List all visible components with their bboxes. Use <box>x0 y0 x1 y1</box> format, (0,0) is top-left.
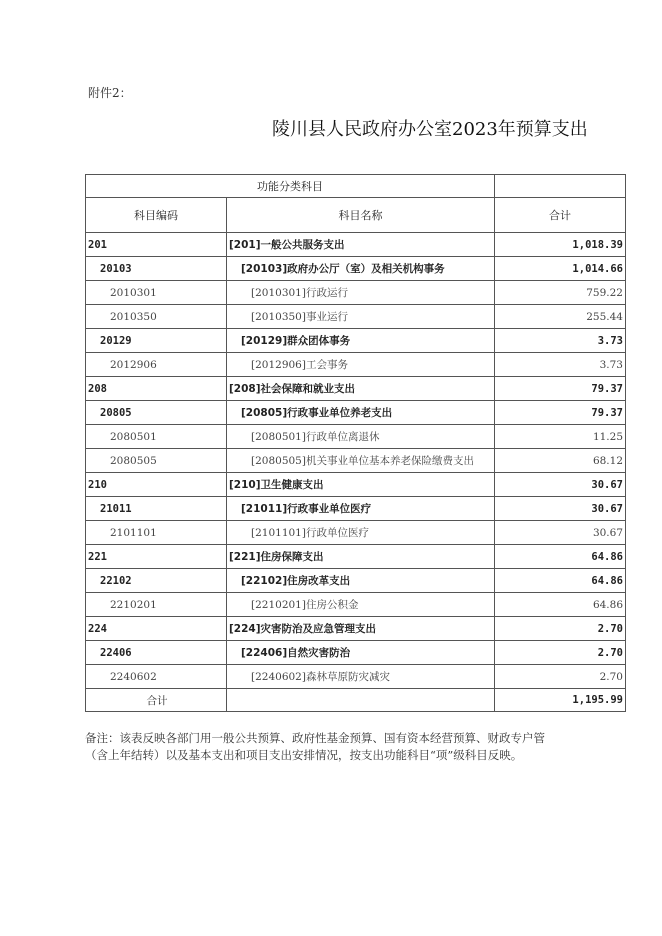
row-total: 1,018.39 <box>495 233 626 257</box>
row-code: 224 <box>86 617 227 641</box>
row-code: 2080505 <box>86 449 227 473</box>
group-header-cell: 功能分类科目 <box>86 175 495 198</box>
row-name: [221]住房保障支出 <box>227 545 495 569</box>
total-blank <box>227 689 495 712</box>
row-name: [20805]行政事业单位养老支出 <box>227 401 495 425</box>
row-code: 2080501 <box>86 425 227 449</box>
row-code: 21011 <box>86 497 227 521</box>
column-header-code: 科目编码 <box>86 198 227 233</box>
footnote <box>85 730 585 764</box>
table-row <box>86 497 626 521</box>
footnote-line-2: （含上年结转）以及基本支出和项目支出安排情况，按支出功能科目“项”级科目反映。 <box>85 748 523 762</box>
table-row <box>86 617 626 641</box>
row-name: [210]卫生健康支出 <box>227 473 495 497</box>
row-code: 2010350 <box>86 305 227 329</box>
row-name: [20103]政府办公厅（室）及相关机构事务 <box>227 257 495 281</box>
row-code: 2012906 <box>86 353 227 377</box>
row-total: 30.67 <box>495 473 626 497</box>
column-header-name: 科目名称 <box>227 198 495 233</box>
column-header-row <box>86 198 626 233</box>
column-header-total: 合计 <box>495 198 626 233</box>
table-row <box>86 377 626 401</box>
row-name: [208]社会保障和就业支出 <box>227 377 495 401</box>
table-row <box>86 449 626 473</box>
row-total: 79.37 <box>495 377 626 401</box>
table-row <box>86 545 626 569</box>
row-code: 2240602 <box>86 665 227 689</box>
table-row <box>86 473 626 497</box>
table-row <box>86 257 626 281</box>
table-row <box>86 353 626 377</box>
row-name: [2101101]行政单位医疗 <box>227 521 495 545</box>
row-name: [2012906]工会事务 <box>227 353 495 377</box>
row-code: 2210201 <box>86 593 227 617</box>
table-row <box>86 641 626 665</box>
table-row <box>86 305 626 329</box>
row-total: 30.67 <box>495 521 626 545</box>
row-total: 1,014.66 <box>495 257 626 281</box>
row-name: [21011]行政事业单位医疗 <box>227 497 495 521</box>
row-name: [224]灾害防治及应急管理支出 <box>227 617 495 641</box>
row-total: 64.86 <box>495 593 626 617</box>
page-title: 陵川县人民政府办公室2023年预算支出 <box>272 119 588 140</box>
row-code: 208 <box>86 377 227 401</box>
row-code: 2101101 <box>86 521 227 545</box>
table-row <box>86 329 626 353</box>
row-code: 22406 <box>86 641 227 665</box>
row-name: [22102]住房改革支出 <box>227 569 495 593</box>
row-total: 79.37 <box>495 401 626 425</box>
budget-table <box>85 174 626 712</box>
row-code: 221 <box>86 545 227 569</box>
row-name: [2080501]行政单位离退休 <box>227 425 495 449</box>
row-total: 64.86 <box>495 545 626 569</box>
row-name: [2010350]事业运行 <box>227 305 495 329</box>
row-total: 68.12 <box>495 449 626 473</box>
row-total: 3.73 <box>495 329 626 353</box>
row-code: 20805 <box>86 401 227 425</box>
row-total: 11.25 <box>495 425 626 449</box>
row-name: [20129]群众团体事务 <box>227 329 495 353</box>
row-total: 2.70 <box>495 617 626 641</box>
row-total: 2.70 <box>495 641 626 665</box>
table-row <box>86 665 626 689</box>
row-total: 759.22 <box>495 281 626 305</box>
table-row <box>86 569 626 593</box>
row-code: 22102 <box>86 569 227 593</box>
table-row <box>86 281 626 305</box>
group-header-blank <box>495 175 626 198</box>
row-name: [2010301]行政运行 <box>227 281 495 305</box>
table-row <box>86 401 626 425</box>
row-name: [2080505]机关事业单位基本养老保险缴费支出 <box>227 449 495 473</box>
total-label: 合计 <box>86 689 227 712</box>
budget-table-container <box>85 174 623 712</box>
row-code: 20129 <box>86 329 227 353</box>
row-code: 201 <box>86 233 227 257</box>
footnote-line-1: 备注：该表反映各部门用一般公共预算、政府性基金预算、国有资本经营预算、财政专户管 <box>85 731 545 745</box>
table-row <box>86 521 626 545</box>
row-total: 255.44 <box>495 305 626 329</box>
table-row <box>86 593 626 617</box>
row-name: [22406]自然灾害防治 <box>227 641 495 665</box>
attachment-label: 附件2： <box>88 86 132 100</box>
row-name: [201]一般公共服务支出 <box>227 233 495 257</box>
row-total: 30.67 <box>495 497 626 521</box>
total-value: 1,195.99 <box>495 689 626 712</box>
table-row <box>86 233 626 257</box>
row-total: 64.86 <box>495 569 626 593</box>
row-name: [2240602]森林草原防灾减灾 <box>227 665 495 689</box>
row-code: 2010301 <box>86 281 227 305</box>
row-code: 210 <box>86 473 227 497</box>
group-header-row <box>86 175 626 198</box>
row-total: 2.70 <box>495 665 626 689</box>
table-row <box>86 425 626 449</box>
total-row <box>86 689 626 712</box>
row-code: 20103 <box>86 257 227 281</box>
row-name: [2210201]住房公积金 <box>227 593 495 617</box>
row-total: 3.73 <box>495 353 626 377</box>
